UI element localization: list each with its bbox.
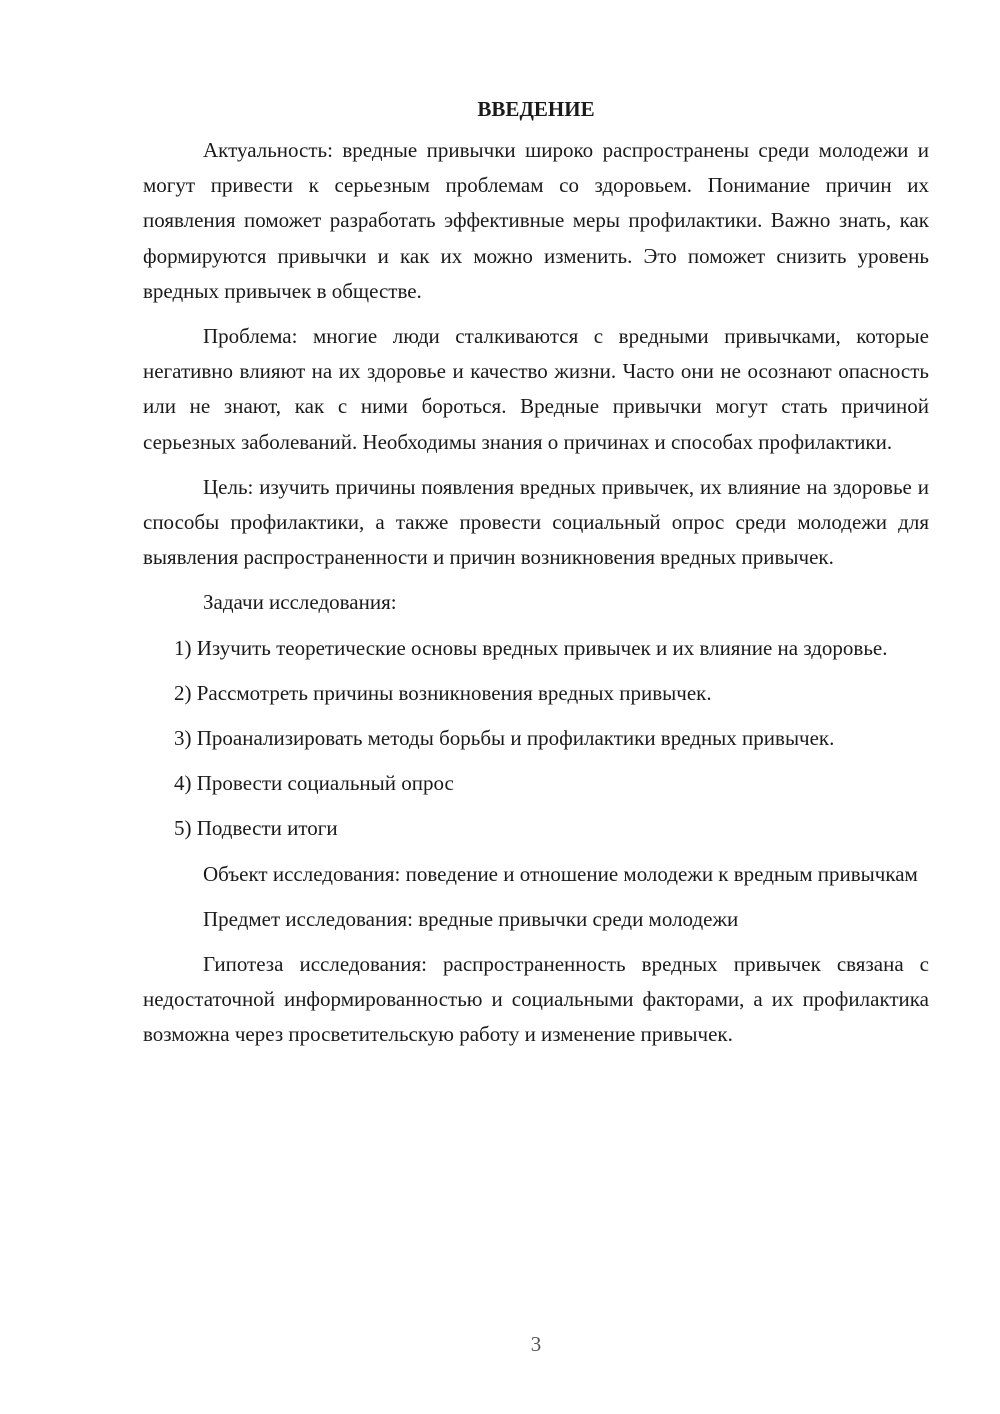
- task-item-2: 2) Рассмотреть причины возникновения вредных привычек.: [174, 680, 712, 705]
- section-title: ВВЕДЕНИЕ: [477, 97, 595, 121]
- paragraph-goal: Цель: изучить причины появления вредных привычек, их влияние на здоровье и способы профилактики, а также провести социальный опрос среди молодежи для выявления распространенности и причин возникновения вредных привычек.: [143, 474, 929, 570]
- document-page: [143, 92, 929, 1063]
- task-item-5: 5) Подвести итоги: [174, 816, 338, 841]
- paragraph-problem: Проблема: многие люди сталкиваются с вредными привычками, которые негативно влияют на их здоровье и качество жизни. Часто они не осознают опасность или не знают, как с ними бороться. Вредные привычки могут стать причиной серьезных заболеваний. Необходимы знания о причинах и способах профилактики.: [143, 324, 929, 454]
- tasks-heading: Задачи исследования:: [203, 590, 397, 615]
- paragraph-object: Объект исследования: поведение и отношение молодежи к вредным привычкам: [203, 861, 918, 886]
- task-item-3: 3) Проанализировать методы борьбы и профилактики вредных привычек.: [174, 726, 835, 751]
- page-number: 3: [530, 1332, 542, 1356]
- task-item-1: 1) Изучить теоретические основы вредных привычек и их влияние на здоровье.: [174, 635, 888, 660]
- paragraph-hypothesis: Гипотеза исследования: распространенность вредных привычек связана с недостаточной информированностью и социальными факторами, а их профилактика возможна через просветительскую работу и изменение привычек.: [143, 952, 929, 1047]
- paragraph-subject: Предмет исследования: вредные привычки среди молодежи: [203, 906, 739, 931]
- paragraph-relevance: Актуальность: вредные привычки широко распространены среди молодежи и могут привести к серьезным проблемам со здоровьем. Понимание причин их появления поможет разработать эффективные меры профилактики. Важно знать, как формируются привычки и как их можно изменить. Это поможет снизить уровень вредных привычек в обществе.: [143, 138, 929, 303]
- task-item-4: 4) Провести социальный опрос: [174, 771, 454, 796]
